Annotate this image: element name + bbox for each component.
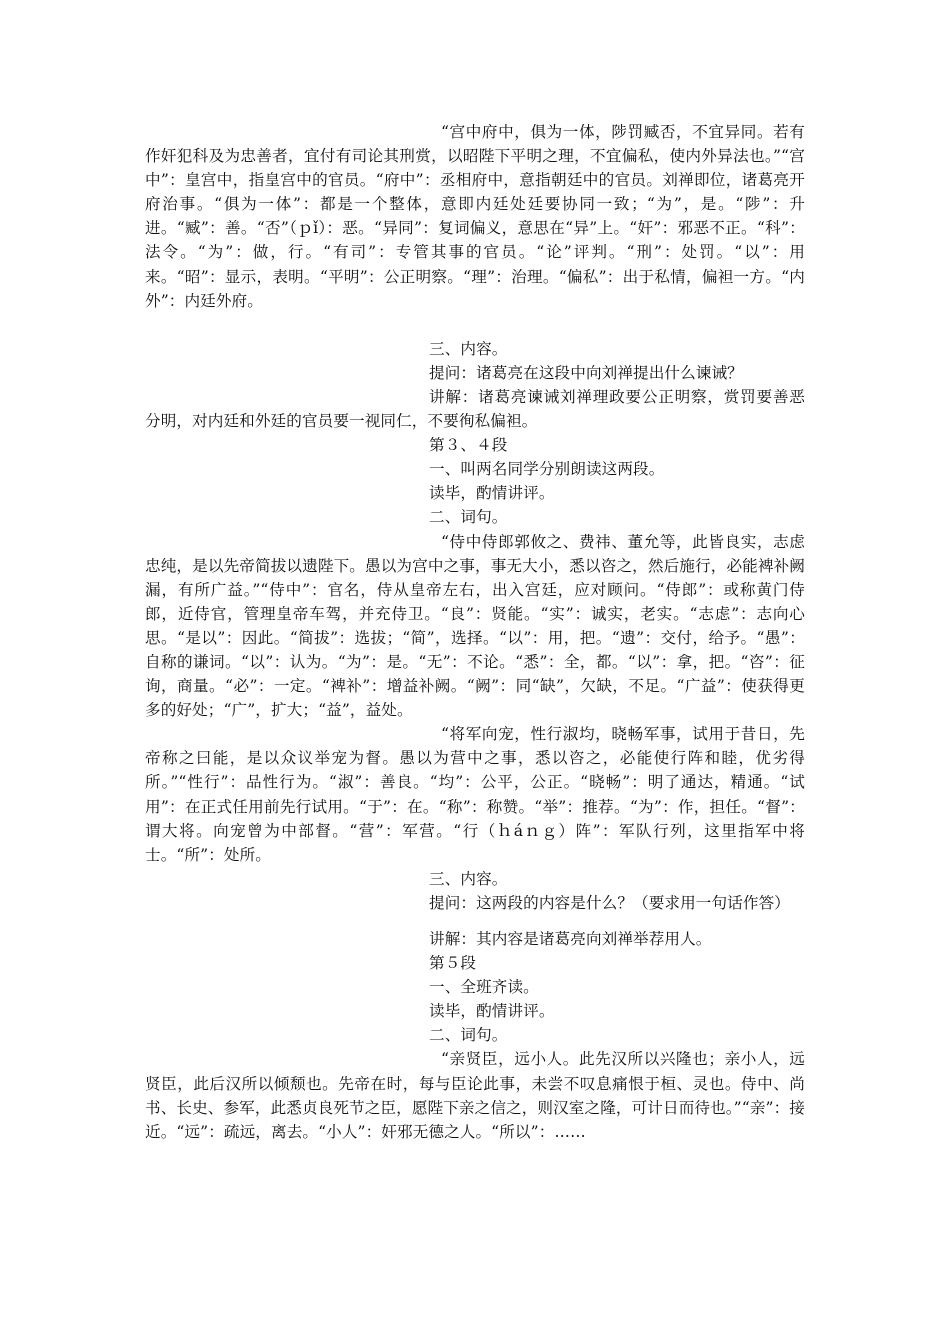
instruction-line: 读毕，酌情讲评。	[429, 484, 555, 503]
paragraph-shizhong: “侍中侍郎郭攸之、费祎、董允等，此皆良实，志虑忠纯，是以先帝简拔以遗陛下。愚以为宫中之事，事无大小，悉以咨之，然后施行，必能裨补阙漏，有所广益。”“侍中”：官名，侍从皇帝左右，出入宫廷，应对顾问。“侍郎”：或称黄门侍郎，近侍官，管理皇帝车驾，并充侍卫。“良”：贤能。“实”：诚实，老实。“志虑”：志向心思。“是以”：因此。“简拔”：选拔；“简”，选择。“以”：用，把。“遗”：交付，给予。“愚”：自称的谦词。“以”：认为。“为”：是。“无”：不论。“悉”：全，都。“以”：拿，把。“咨”：征询，商量。“必”：一定。“裨补”：增益补阙。“阙”：同“缺”，欠缺，不足。“广益”：使获得更多的好处；“广”，扩大；“益”，益处。	[145, 532, 805, 720]
question-line: 提问：这两段的内容是什么？（要求用一句话作答）	[429, 893, 790, 912]
section-heading-5: 第５段	[429, 954, 477, 973]
paragraph-general-xiang-chong: “将军向宠，性行淑均，晓畅军事，试用于昔日，先帝称之曰能，是以众议举宠为督。愚以为营中之事，悉以咨之，必能使行阵和睦，优劣得所。”“性行”：品性行为。“淑”：善良。“均”：公平，公正。“晓畅”：明了通达，精通。“试用”：在正式任用前先行试用。“于”：在。“称”：称赞。“举”：推荐。“为”：作，担任。“督”：谓大将。向宠曾为中部督。“营”：军营。“行（ｈáｎｇ）阵”：军队行列，这里指军中将士。“所”：处所。	[145, 725, 805, 864]
section-heading-3-4: 第３、４段	[429, 436, 508, 455]
heading-words: 二、词句。	[429, 508, 508, 527]
question-line: 提问：诸葛亮在这段中向刘禅提出什么谏诫？	[429, 363, 743, 382]
heading-content: 三、内容。	[429, 869, 508, 888]
paragraph-virtuous-ministers: “亲贤臣，远小人。此先汉所以兴隆也；亲小人，远贤臣，此后汉所以倾颓也。先帝在时，每与臣论此事，未尝不叹息痛恨于桓、灵也。侍中、尚书、长史、参军，此悉贞良死节之臣，愿陛下亲之信之，则汉室之隆，可计日而待也。”“亲”：接近。“远”：疏远，离去。“小人”：奸邪无德之人。“所以”：……	[145, 1050, 805, 1141]
instruction-line: 一、叫两名同学分别朗读这两段。	[429, 460, 665, 479]
heading-content: 三、内容。	[429, 339, 508, 358]
paragraph-palace-and-court: “宫中府中，俱为一体，陟罚臧否，不宜异同。若有作奸犯科及为忠善者，宜付有司论其刑赏，以昭陛下平明之理，不宜偏私，使内外异法也。”“宫中”：皇宫中，指皇宫中的官员。“府中”：丞相府中，意指朝廷中的官员。刘禅即位，诸葛亮开府治事。“俱为一体”：都是一个整体，意即内廷处廷要协同一致；“为”，是。“陟”：升进。“臧”：善。“否”（ｐǐ）：恶。“异同”：复词偏义，意思在“异”上。“奸”：邪恶不正。“科”：法令。“为”：做，行。“有司”：专管其事的官员。“论”评判。“刑”：处罚。“以”：用来。“昭”：显示，表明。“平明”：公正明察。“理”：治理。“偏私”：出于私情，偏袒一方。“内外”：内廷外府。	[145, 123, 805, 310]
instruction-line: 一、全班齐读。	[429, 978, 539, 997]
blank-line	[145, 313, 805, 337]
heading-words: 二、词句。	[429, 1026, 508, 1045]
instruction-line: 读毕，酌情讲评。	[429, 1002, 555, 1021]
document-page	[145, 120, 805, 1144]
explanation-paragraph: 讲解：诸葛亮谏诫刘禅理政要公正明察，赏罚要善恶分明，对内廷和外廷的官员要一视同仁，不要徇私偏袒。	[145, 387, 805, 431]
explanation-line: 讲解：其内容是诸葛亮向刘禅举荐用人。	[429, 930, 712, 948]
